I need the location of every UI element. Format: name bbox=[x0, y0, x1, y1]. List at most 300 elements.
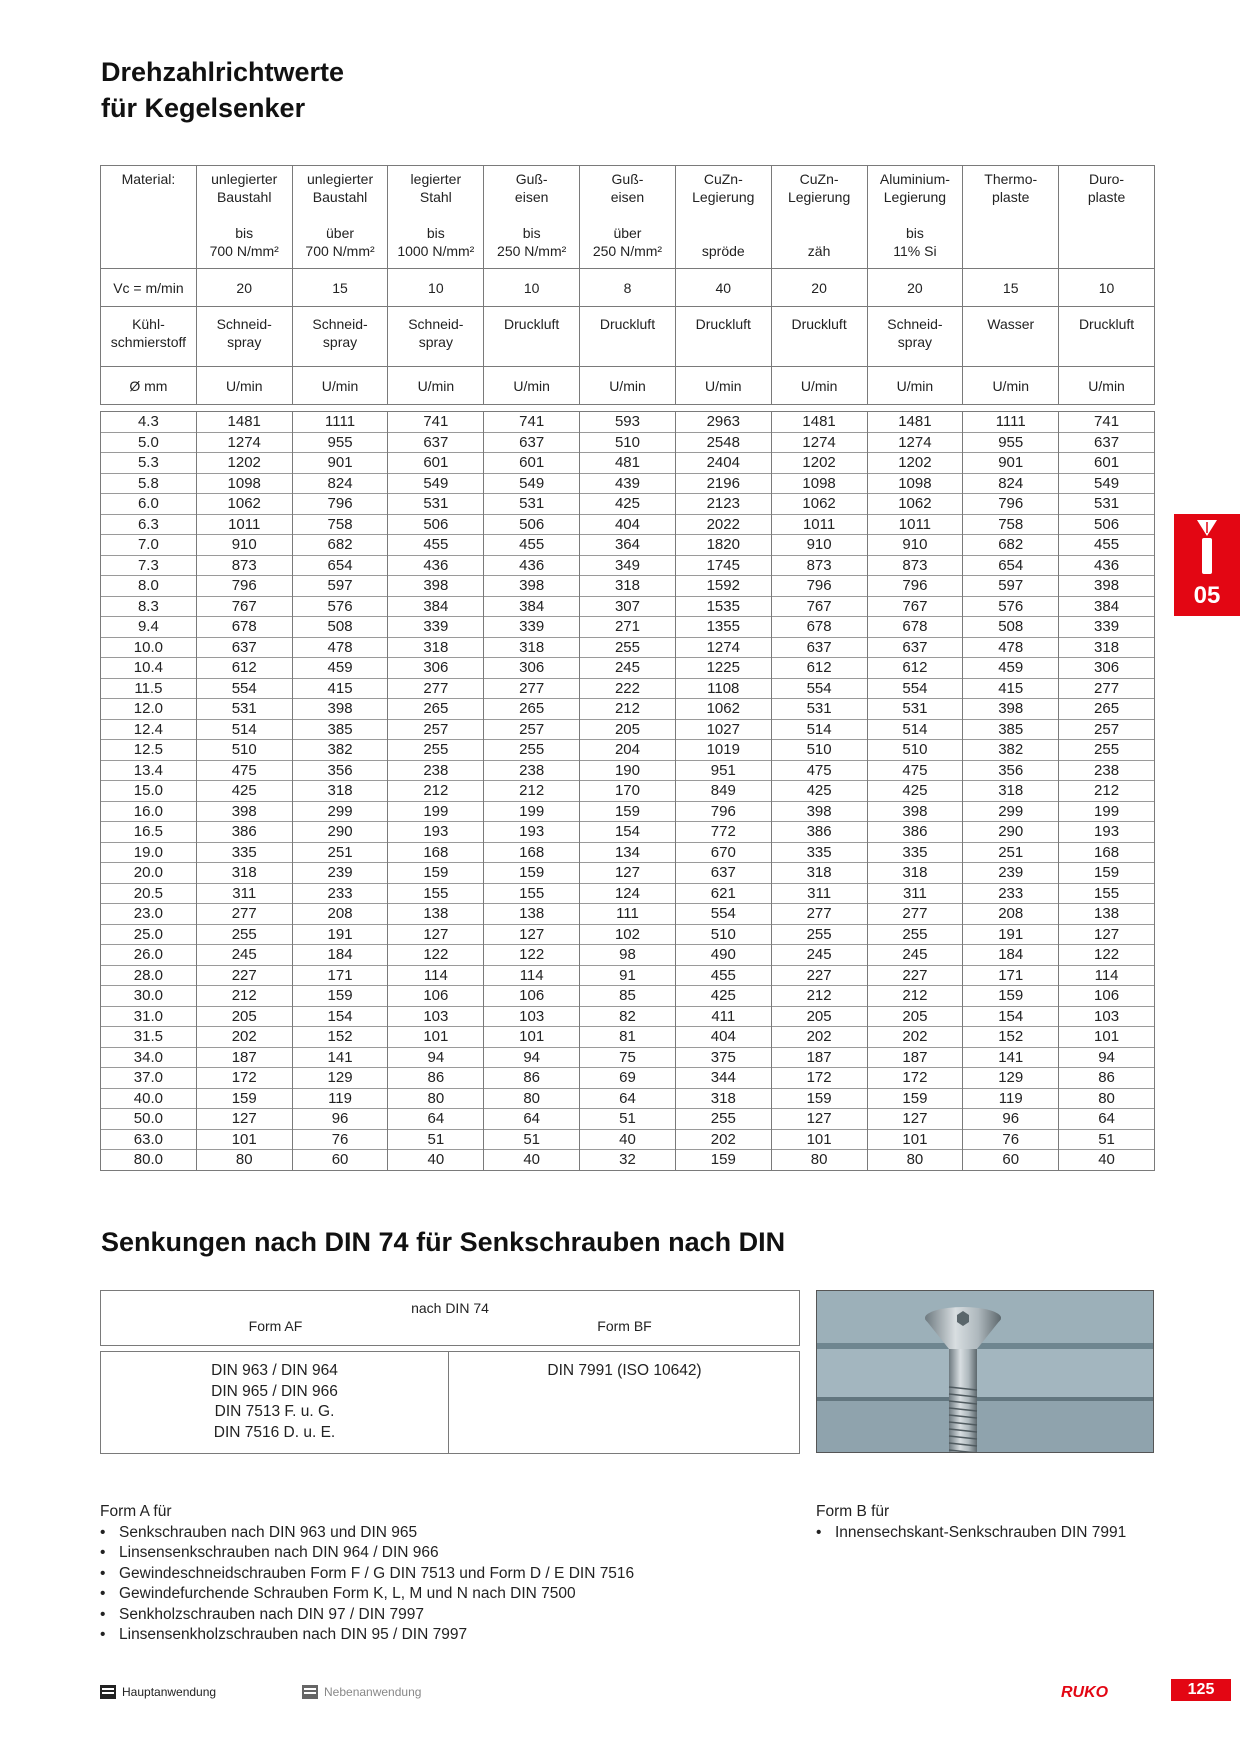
table-row bbox=[101, 555, 1155, 576]
coolant-line: Kühl- bbox=[132, 316, 165, 332]
rpm-cell: 60 bbox=[963, 1150, 1059, 1171]
material-name-line: Duro- bbox=[1089, 171, 1125, 187]
rpm-cell: 205 bbox=[196, 1006, 292, 1027]
din-item: DIN 963 / DIN 964 bbox=[211, 1362, 338, 1379]
rpm-cell: 80 bbox=[484, 1088, 580, 1109]
list-item: • Linsensenkholzschrauben nach DIN 95 / DIN 7997 bbox=[100, 1625, 634, 1646]
rpm-cell: 277 bbox=[1059, 678, 1155, 699]
diameter-cell: 20.5 bbox=[101, 883, 197, 904]
rpm-cell: 290 bbox=[963, 822, 1059, 843]
coolant-cell bbox=[196, 307, 292, 367]
rpm-cell: 85 bbox=[580, 986, 676, 1007]
rpm-cell: 335 bbox=[867, 842, 963, 863]
cutting-speed-cell: 40 bbox=[675, 269, 771, 307]
rpm-cell: 554 bbox=[675, 904, 771, 925]
din-item: DIN 7513 F. u. G. bbox=[214, 1403, 335, 1420]
diameter-cell: 16.0 bbox=[101, 801, 197, 822]
coolant-line: spray bbox=[227, 334, 262, 350]
rpm-cell: 114 bbox=[388, 965, 484, 986]
rpm-cell: 398 bbox=[1059, 576, 1155, 597]
rpm-cell: 1062 bbox=[675, 699, 771, 720]
table-row bbox=[101, 637, 1155, 658]
rpm-cell: 386 bbox=[867, 822, 963, 843]
rpm-cell: 910 bbox=[867, 535, 963, 556]
rpm-cell: 238 bbox=[1059, 760, 1155, 781]
rpm-cell: 159 bbox=[388, 863, 484, 884]
list-item: • Gewindefurchende Schrauben Form K, L, M und N nach DIN 7500 bbox=[100, 1584, 634, 1605]
form-b-list bbox=[816, 1523, 1126, 1544]
table-row bbox=[101, 760, 1155, 781]
page-number: 125 bbox=[1171, 1679, 1231, 1701]
rpm-cell: 64 bbox=[580, 1088, 676, 1109]
diameter-cell: 10.4 bbox=[101, 658, 197, 679]
rpm-cell: 404 bbox=[675, 1027, 771, 1048]
rpm-cell: 101 bbox=[1059, 1027, 1155, 1048]
rpm-cell: 154 bbox=[292, 1006, 388, 1027]
cutting-speed-cell: 10 bbox=[388, 269, 484, 307]
rpm-cell: 227 bbox=[867, 965, 963, 986]
rpm-cell: 127 bbox=[388, 924, 484, 945]
rpm-cell: 265 bbox=[1059, 699, 1155, 720]
rpm-cell: 307 bbox=[580, 596, 676, 617]
rpm-cell: 255 bbox=[771, 924, 867, 945]
coolant-line: spray bbox=[322, 334, 358, 350]
rpm-cell: 364 bbox=[580, 535, 676, 556]
material-cell bbox=[963, 166, 1059, 269]
rpm-cell: 86 bbox=[484, 1068, 580, 1089]
diameter-cell: 28.0 bbox=[101, 965, 197, 986]
rpm-cell: 318 bbox=[196, 863, 292, 884]
rpm-cell: 91 bbox=[580, 965, 676, 986]
rpm-cell: 184 bbox=[963, 945, 1059, 966]
rpm-cell: 80 bbox=[388, 1088, 484, 1109]
table-row bbox=[101, 514, 1155, 535]
rpm-cell: 1274 bbox=[867, 432, 963, 453]
din-item: DIN 965 / DIN 966 bbox=[211, 1382, 338, 1400]
rpm-cell: 455 bbox=[484, 535, 580, 556]
table-row bbox=[101, 719, 1155, 740]
rpm-cell: 127 bbox=[771, 1109, 867, 1130]
rpm-cell: 772 bbox=[675, 822, 771, 843]
rpm-cell: 514 bbox=[196, 719, 292, 740]
rpm-cell: 80 bbox=[196, 1150, 292, 1171]
rpm-cell: 678 bbox=[196, 617, 292, 638]
rpm-cell: 318 bbox=[963, 781, 1059, 802]
rpm-cell: 208 bbox=[292, 904, 388, 925]
material-spec-line: über bbox=[613, 225, 642, 241]
diameter-cell: 12.4 bbox=[101, 719, 197, 740]
rpm-cell: 741 bbox=[484, 412, 580, 433]
coolant-line: Schneid- bbox=[312, 316, 368, 332]
rpm-cell: 1098 bbox=[771, 473, 867, 494]
table-row bbox=[101, 494, 1155, 515]
rpm-cell: 193 bbox=[388, 822, 484, 843]
page-title bbox=[101, 54, 344, 126]
rpm-cell: 510 bbox=[867, 740, 963, 761]
rpm-cell: 94 bbox=[484, 1047, 580, 1068]
diameter-cell: 13.4 bbox=[101, 760, 197, 781]
rpm-cell: 554 bbox=[196, 678, 292, 699]
diameter-cell: 19.0 bbox=[101, 842, 197, 863]
rpm-cell: 386 bbox=[771, 822, 867, 843]
main-use-label: Hauptanwendung bbox=[122, 1684, 217, 1699]
rpm-cell: 531 bbox=[771, 699, 867, 720]
rpm-cell: 612 bbox=[867, 658, 963, 679]
rpm-cell: 60 bbox=[292, 1150, 388, 1171]
rpm-cell: 94 bbox=[388, 1047, 484, 1068]
material-name-line: CuZn- bbox=[799, 171, 839, 187]
rpm-cell: 318 bbox=[484, 637, 580, 658]
rpm-cell: 510 bbox=[771, 740, 867, 761]
rpm-cell: 311 bbox=[196, 883, 292, 904]
rpm-cell: 1019 bbox=[675, 740, 771, 761]
rpm-cell: 1062 bbox=[196, 494, 292, 515]
coolant-line: Schneid- bbox=[887, 316, 943, 332]
rpm-cell: 478 bbox=[963, 637, 1059, 658]
rpm-cell: 612 bbox=[771, 658, 867, 679]
chapter-tab bbox=[1174, 514, 1240, 616]
diameter-cell: 34.0 bbox=[101, 1047, 197, 1068]
rpm-cell: 767 bbox=[771, 596, 867, 617]
rpm-cell: 233 bbox=[292, 883, 388, 904]
coolant-line: Druckluft bbox=[695, 316, 751, 332]
rpm-cell: 767 bbox=[196, 596, 292, 617]
rpm-cell: 80 bbox=[867, 1150, 963, 1171]
rpm-cell: 51 bbox=[388, 1129, 484, 1150]
rpm-cell: 245 bbox=[196, 945, 292, 966]
rpm-cell: 138 bbox=[1059, 904, 1155, 925]
rpm-cell: 184 bbox=[292, 945, 388, 966]
rpm-cell: 202 bbox=[867, 1027, 963, 1048]
rpm-cell: 306 bbox=[1059, 658, 1155, 679]
rpm-cell: 637 bbox=[1059, 432, 1155, 453]
rpm-cell: 51 bbox=[484, 1129, 580, 1150]
unit-cell: U/min bbox=[292, 367, 388, 405]
rpm-cell: 873 bbox=[867, 555, 963, 576]
rpm-cell: 204 bbox=[580, 740, 676, 761]
rpm-cell: 478 bbox=[292, 637, 388, 658]
rpm-cell: 255 bbox=[484, 740, 580, 761]
rpm-cell: 212 bbox=[580, 699, 676, 720]
rpm-cell: 154 bbox=[963, 1006, 1059, 1027]
rpm-cell: 255 bbox=[196, 924, 292, 945]
rpm-cell: 1592 bbox=[675, 576, 771, 597]
material-name-line: Aluminium- bbox=[879, 171, 950, 187]
countersink-icon bbox=[1195, 518, 1219, 576]
rpm-cell: 187 bbox=[867, 1047, 963, 1068]
rpm-cell: 398 bbox=[196, 801, 292, 822]
diameter-cell: 23.0 bbox=[101, 904, 197, 925]
rpm-cell: 1202 bbox=[771, 453, 867, 474]
din-74-label: nach DIN 74 bbox=[411, 1300, 489, 1316]
rpm-cell: 531 bbox=[867, 699, 963, 720]
coolant-line: Druckluft bbox=[599, 316, 656, 332]
rpm-cell: 155 bbox=[388, 883, 484, 904]
rpm-cell: 796 bbox=[867, 576, 963, 597]
diameter-cell: 37.0 bbox=[101, 1068, 197, 1089]
rpm-cell: 114 bbox=[484, 965, 580, 986]
material-name-line: eisen bbox=[610, 189, 645, 205]
rpm-cell: 51 bbox=[1059, 1129, 1155, 1150]
form-a-list bbox=[100, 1523, 634, 1646]
rpm-cell: 159 bbox=[196, 1088, 292, 1109]
form-b-din-list bbox=[450, 1352, 799, 1382]
coolant-line: spray bbox=[897, 334, 933, 350]
table-row bbox=[101, 453, 1155, 474]
rpm-cell: 1274 bbox=[771, 432, 867, 453]
rpm-cell: 129 bbox=[292, 1068, 388, 1089]
rpm-cell: 212 bbox=[196, 986, 292, 1007]
rpm-cell: 2196 bbox=[675, 473, 771, 494]
diameter-cell: 26.0 bbox=[101, 945, 197, 966]
coolant-cell bbox=[963, 307, 1059, 367]
rpm-cell: 344 bbox=[675, 1068, 771, 1089]
rpm-cell: 134 bbox=[580, 842, 676, 863]
cutting-speed-cell: 20 bbox=[771, 269, 867, 307]
rpm-cell: 102 bbox=[580, 924, 676, 945]
table-row bbox=[101, 678, 1155, 699]
material-spec-line: spröde bbox=[701, 243, 745, 259]
rpm-cell: 1274 bbox=[196, 432, 292, 453]
rpm-cell: 318 bbox=[292, 781, 388, 802]
rpm-cell: 106 bbox=[484, 986, 580, 1007]
rpm-cell: 199 bbox=[484, 801, 580, 822]
material-name-line: unlegierter bbox=[306, 171, 374, 187]
rpm-cell: 356 bbox=[292, 760, 388, 781]
rpm-cell: 152 bbox=[292, 1027, 388, 1048]
rpm-cell: 459 bbox=[292, 658, 388, 679]
rpm-cell: 127 bbox=[867, 1109, 963, 1130]
form-a-section bbox=[100, 1502, 634, 1646]
unit-cell: U/min bbox=[580, 367, 676, 405]
material-name-line: CuZn- bbox=[703, 171, 743, 187]
coolant-line: Wasser bbox=[987, 316, 1035, 332]
rpm-cell: 51 bbox=[580, 1109, 676, 1130]
rpm-cell: 202 bbox=[196, 1027, 292, 1048]
diameter-cell: 80.0 bbox=[101, 1150, 197, 1171]
table-row bbox=[101, 965, 1155, 986]
rpm-cell: 796 bbox=[292, 494, 388, 515]
rpm-cell: 1355 bbox=[675, 617, 771, 638]
material-spec-line bbox=[678, 224, 769, 242]
rpm-cell: 141 bbox=[963, 1047, 1059, 1068]
rpm-cell: 2022 bbox=[675, 514, 771, 535]
rpm-cell: 119 bbox=[963, 1088, 1059, 1109]
coolant-line: Schneid- bbox=[216, 316, 272, 332]
din-item: DIN 7991 (ISO 10642) bbox=[547, 1362, 702, 1379]
rpm-cell: 106 bbox=[1059, 986, 1155, 1007]
table-row bbox=[101, 781, 1155, 802]
rpm-cell: 1062 bbox=[771, 494, 867, 515]
rpm-cell: 849 bbox=[675, 781, 771, 802]
diameter-cell: 8.3 bbox=[101, 596, 197, 617]
rpm-cell: 103 bbox=[388, 1006, 484, 1027]
rpm-cell: 382 bbox=[292, 740, 388, 761]
coolant-cell bbox=[1059, 307, 1155, 367]
diameter-cell: 5.0 bbox=[101, 432, 197, 453]
cutting-speed-cell: 10 bbox=[484, 269, 580, 307]
rpm-cell: 299 bbox=[963, 801, 1059, 822]
unit-row bbox=[101, 367, 1155, 405]
rpm-cell: 901 bbox=[292, 453, 388, 474]
din-item: DIN 7516 D. u. E. bbox=[213, 1423, 336, 1441]
rpm-cell: 1274 bbox=[675, 637, 771, 658]
rpm-cell: 40 bbox=[580, 1129, 676, 1150]
unit-cell: U/min bbox=[484, 367, 580, 405]
rpm-cell: 382 bbox=[963, 740, 1059, 761]
rpm-cell: 475 bbox=[867, 760, 963, 781]
rpm-cell: 159 bbox=[771, 1088, 867, 1109]
list-item: • Senkschrauben nach DIN 963 und DIN 965 bbox=[100, 1523, 634, 1544]
rpm-cell: 506 bbox=[388, 514, 484, 535]
rpm-cell: 1111 bbox=[292, 412, 388, 433]
diameter-cell: 30.0 bbox=[101, 986, 197, 1007]
material-cell bbox=[771, 166, 867, 269]
diameter-cell: 12.5 bbox=[101, 740, 197, 761]
rpm-cell: 277 bbox=[388, 678, 484, 699]
rpm-cell: 475 bbox=[196, 760, 292, 781]
diameter-cell: 7.3 bbox=[101, 555, 197, 576]
rpm-cell: 425 bbox=[580, 494, 676, 515]
rpm-cell: 554 bbox=[867, 678, 963, 699]
rpm-cell: 212 bbox=[867, 986, 963, 1007]
rpm-cell: 80 bbox=[1059, 1088, 1155, 1109]
rpm-cell: 168 bbox=[484, 842, 580, 863]
rpm-cell: 531 bbox=[388, 494, 484, 515]
rpm-cell: 1745 bbox=[675, 555, 771, 576]
rpm-cell: 398 bbox=[388, 576, 484, 597]
rpm-cell: 318 bbox=[1059, 637, 1155, 658]
rpm-cell: 425 bbox=[867, 781, 963, 802]
rpm-cell: 436 bbox=[388, 555, 484, 576]
rpm-cell: 597 bbox=[292, 576, 388, 597]
table-row bbox=[101, 658, 1155, 679]
rpm-cell: 1011 bbox=[867, 514, 963, 535]
rpm-cell: 436 bbox=[1059, 555, 1155, 576]
material-name-line: Stahl bbox=[419, 189, 452, 205]
rpm-cell: 910 bbox=[196, 535, 292, 556]
rpm-cell: 245 bbox=[867, 945, 963, 966]
diameter-cell: 31.5 bbox=[101, 1027, 197, 1048]
rpm-cell: 318 bbox=[675, 1088, 771, 1109]
rpm-cell: 76 bbox=[963, 1129, 1059, 1150]
rpm-cell: 154 bbox=[580, 822, 676, 843]
coolant-cell bbox=[484, 307, 580, 367]
table-row bbox=[101, 1006, 1155, 1027]
rpm-cell: 255 bbox=[675, 1109, 771, 1130]
rpm-cell: 531 bbox=[196, 699, 292, 720]
rpm-cell: 171 bbox=[292, 965, 388, 986]
rpm-cell: 873 bbox=[196, 555, 292, 576]
rpm-cell: 459 bbox=[963, 658, 1059, 679]
table-row bbox=[101, 1129, 1155, 1150]
rpm-cell: 40 bbox=[1059, 1150, 1155, 1171]
material-name-line: eisen bbox=[514, 189, 549, 205]
rpm-cell: 554 bbox=[771, 678, 867, 699]
rpm-cell: 172 bbox=[867, 1068, 963, 1089]
table-row bbox=[101, 1109, 1155, 1130]
chapter-number: 05 bbox=[1193, 582, 1221, 609]
rpm-cell: 2123 bbox=[675, 494, 771, 515]
material-cell bbox=[580, 166, 676, 269]
material-cell bbox=[196, 166, 292, 269]
diameter-label: Ø mm bbox=[101, 367, 197, 405]
cutting-speed-cell: 15 bbox=[963, 269, 1059, 307]
rpm-cell: 265 bbox=[388, 699, 484, 720]
rpm-cell: 318 bbox=[867, 863, 963, 884]
rpm-cell: 299 bbox=[292, 801, 388, 822]
secondary-use-icon bbox=[302, 1685, 318, 1699]
rpm-cell: 439 bbox=[580, 473, 676, 494]
form-a-din-list bbox=[101, 1352, 449, 1453]
table-row bbox=[101, 596, 1155, 617]
rpm-cell: 597 bbox=[963, 576, 1059, 597]
list-item: • Innensechskant-Senkschrauben DIN 7991 bbox=[816, 1523, 1126, 1544]
material-spec-line: 250 N/mm² bbox=[497, 243, 567, 259]
rpm-cell: 386 bbox=[196, 822, 292, 843]
diameter-cell: 40.0 bbox=[101, 1088, 197, 1109]
form-bf-label: Form BF bbox=[597, 1318, 652, 1334]
rpm-cell: 1098 bbox=[867, 473, 963, 494]
rpm-cell: 199 bbox=[388, 801, 484, 822]
rpm-cell: 251 bbox=[963, 842, 1059, 863]
material-spec-line: 250 N/mm² bbox=[592, 243, 663, 259]
rpm-cell: 1481 bbox=[771, 412, 867, 433]
unit-cell: U/min bbox=[771, 367, 867, 405]
rpm-cell: 172 bbox=[771, 1068, 867, 1089]
coolant-row bbox=[101, 307, 1155, 367]
rpm-cell: 159 bbox=[580, 801, 676, 822]
material-spec-line bbox=[774, 224, 865, 242]
rpm-cell: 678 bbox=[771, 617, 867, 638]
rpm-cell: 824 bbox=[292, 473, 388, 494]
speed-table-body bbox=[100, 411, 1155, 1171]
rpm-cell: 127 bbox=[484, 924, 580, 945]
rpm-cell: 159 bbox=[963, 986, 1059, 1007]
list-item: • Senkholzschrauben nach DIN 97 / DIN 7997 bbox=[100, 1605, 634, 1626]
rpm-cell: 318 bbox=[388, 637, 484, 658]
form-af-label: Form AF bbox=[248, 1318, 303, 1334]
rpm-cell: 76 bbox=[292, 1129, 388, 1150]
rpm-cell: 187 bbox=[771, 1047, 867, 1068]
rpm-cell: 1011 bbox=[196, 514, 292, 535]
table-row bbox=[101, 1150, 1155, 1171]
material-name-line: unlegierter bbox=[211, 171, 278, 187]
rpm-cell: 233 bbox=[963, 883, 1059, 904]
material-cell bbox=[867, 166, 963, 269]
material-spec-line: bis bbox=[905, 225, 924, 241]
rpm-cell: 758 bbox=[292, 514, 388, 535]
table-row bbox=[101, 617, 1155, 638]
rpm-cell: 425 bbox=[196, 781, 292, 802]
material-name-line: Material: bbox=[121, 171, 176, 187]
rpm-cell: 455 bbox=[1059, 535, 1155, 556]
diameter-cell: 5.3 bbox=[101, 453, 197, 474]
rpm-cell: 2404 bbox=[675, 453, 771, 474]
material-spec-line: 1000 N/mm² bbox=[397, 243, 475, 259]
list-item: • Linsensenkschrauben nach DIN 964 / DIN 966 bbox=[100, 1543, 634, 1564]
table-row bbox=[101, 1088, 1155, 1109]
rpm-cell: 290 bbox=[292, 822, 388, 843]
diameter-cell: 10.0 bbox=[101, 637, 197, 658]
countersunk-screw-photo bbox=[816, 1290, 1154, 1453]
rpm-cell: 1481 bbox=[196, 412, 292, 433]
material-spec-line: 700 N/mm² bbox=[305, 243, 375, 259]
rpm-cell: 398 bbox=[771, 801, 867, 822]
rpm-cell: 159 bbox=[292, 986, 388, 1007]
material-name-line: Legierung bbox=[787, 189, 851, 205]
cutting-speed-cell: 10 bbox=[1059, 269, 1155, 307]
